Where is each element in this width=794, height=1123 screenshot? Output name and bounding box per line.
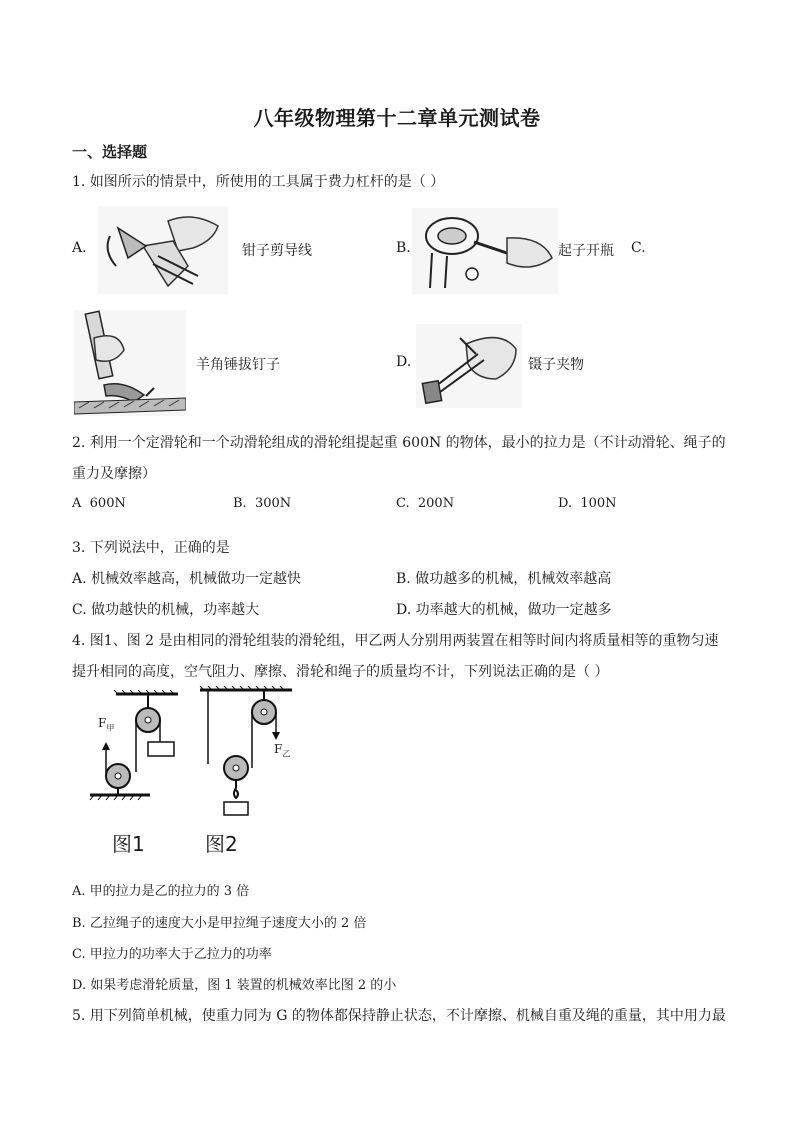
q2-stem-line1: 2. 利用一个定滑轮和一个动滑轮组成的滑轮组提起重 600N 的物体，最小的拉力是（不计动滑轮、绳子的 [72, 435, 726, 451]
q2-option-b [233, 496, 291, 511]
q1-option-c-caption: 羊角锤拔钉子 [196, 357, 280, 373]
figure-2-label: 图2 [205, 832, 238, 856]
q4-option-a: A. 甲的拉力是乙的拉力的 3 倍 [72, 884, 250, 899]
q3-option-c: C. 做功越快的机械，功率越大 [72, 602, 260, 618]
q2-stem-line2: 重力及摩擦） [72, 466, 156, 482]
q2-option-a [72, 496, 126, 511]
q2-option-d-letter: D. [558, 496, 573, 511]
q1-option-d-letter: D. [396, 354, 412, 370]
q1-option-b-letter: B. [396, 240, 411, 256]
q1-option-b-caption: 起子开瓶 [558, 243, 614, 259]
force-jia-subscript: 甲 [106, 723, 115, 733]
q2-option-b-letter: B. [233, 496, 247, 511]
q4-option-c: C. 甲拉力的功率大于乙拉力的功率 [72, 947, 272, 962]
force-yi-symbol: F [274, 742, 283, 756]
q4-stem-line2: 提升相同的高度，空气阻力、摩擦、滑轮和绳子的质量均不计，下列说法正确的是（ ） [72, 664, 609, 680]
force-yi-label [274, 742, 290, 759]
q1-option-a-letter: A. [72, 240, 87, 256]
tweezers-icon [416, 324, 522, 408]
q5-stem-line1: 5. 用下列简单机械，使重力同为 G 的物体都保持静止状态，不计摩擦、机械自重及绳的重量，其中用力最 [72, 1008, 726, 1024]
q2-option-c-text: 200N [417, 496, 455, 511]
q1-option-a-caption: 钳子剪导线 [242, 243, 312, 259]
bottle-opener-icon [412, 208, 558, 294]
force-jia-label [98, 716, 114, 733]
q2-option-c [396, 496, 454, 511]
claw-hammer-icon [74, 310, 186, 416]
q4-stem-line1: 4. 图1、图 2 是由相同的滑轮组装的滑轮组，甲乙两人分别用两装置在相等时间内将质量相等的重物匀速 [72, 633, 719, 649]
q2-option-a-text: 600N [89, 496, 126, 511]
q3-option-b: B. 做功越多的机械，机械效率越高 [396, 571, 612, 587]
force-yi-subscript: 乙 [282, 749, 291, 759]
q2-option-c-letter: C. [396, 496, 410, 511]
q4-option-b: B. 乙拉绳子的速度大小是甲拉绳子速度大小的 2 倍 [72, 916, 367, 931]
q3-option-d: D. 功率越大的机械，做功一定越多 [396, 602, 612, 618]
q2-option-d [558, 496, 617, 511]
q2-option-a-letter: A [72, 496, 82, 511]
section-heading: 一、选择题 [72, 143, 148, 161]
figure-1-label: 图1 [112, 832, 145, 856]
q2-option-b-text: 300N [254, 496, 292, 511]
q1-option-d-caption: 镊子夹物 [528, 357, 584, 373]
page-title: 八年级物理第十二章单元测试卷 [253, 106, 541, 130]
q3-stem: 3. 下列说法中，正确的是 [72, 540, 230, 556]
force-jia-symbol: F [98, 716, 107, 730]
q1-stem: 1. 如图所示的情景中，所使用的工具属于费力杠杆的是（ ） [72, 174, 445, 190]
q3-option-a: A. 机械效率越高，机械做功一定越快 [72, 571, 302, 587]
pulley-figure-1 [86, 690, 186, 802]
q4-option-d: D. 如果考虑滑轮质量，图 1 装置的机械效率比图 2 的小 [72, 978, 397, 993]
q1-option-c-letter: C. [631, 240, 646, 256]
q2-option-d-text: 100N [580, 496, 617, 511]
pliers-icon [98, 206, 228, 294]
